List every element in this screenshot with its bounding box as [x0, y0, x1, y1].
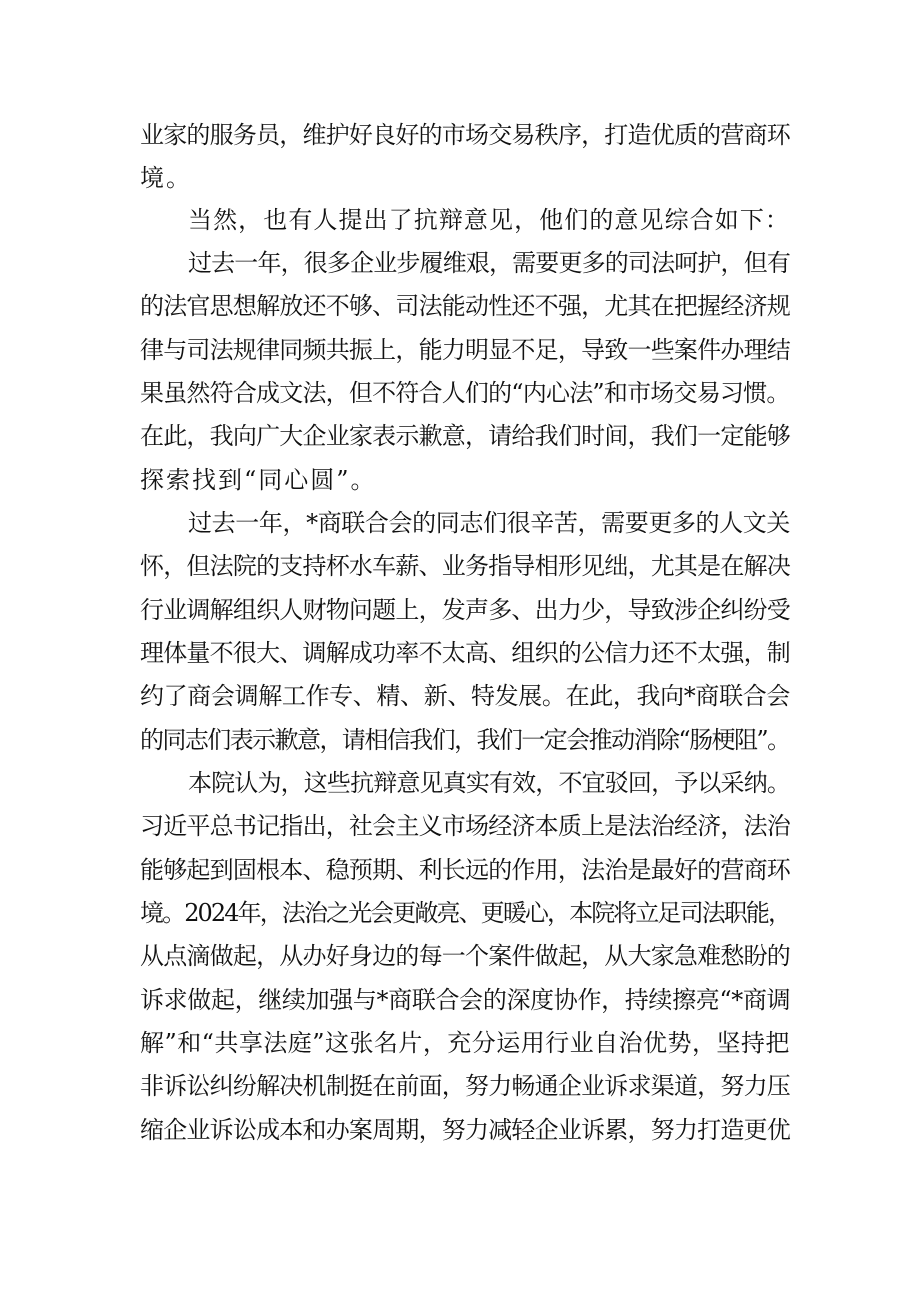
text-line: 怀，但法院的支持杯水车薪、业务指导相形见绌，尤其是在解决 — [140, 552, 790, 580]
text-line: 过去一年，*商联合会的同志们很辛苦，需要更多的人文关 — [188, 509, 790, 537]
text-line: 解”和“共享法庭”这张名片，充分运用行业自治优势，坚持把 — [140, 1029, 790, 1057]
text-line: 在此，我向广大企业家表示歉意，请给我们时间，我们一定能够 — [140, 422, 790, 450]
text-line: 缩企业诉讼成本和办案周期，努力减轻企业诉累，努力打造更优 — [140, 1116, 790, 1144]
text-line: 诉求做起，继续加强与*商联合会的深度协作，持续擦亮“*商调 — [140, 986, 791, 1014]
text-line: 业家的服务员，维护好良好的市场交易秩序，打造优质的营商环 — [140, 121, 790, 149]
text-line: 探索找到“同心圆”。 — [140, 466, 377, 494]
text-line: 能够起到固根本、稳预期、利长远的作用，法治是最好的营商环 — [140, 856, 790, 884]
text-line: 习近平总书记指出，社会主义市场经济本质上是法治经济，法治 — [140, 812, 790, 840]
text-line: 的同志们表示歉意，请相信我们，我们一定会推动消除“肠梗阻”。 — [140, 726, 790, 754]
text-line: 非诉讼纠纷解决机制挺在前面，努力畅通企业诉求渠道，努力压 — [140, 1072, 790, 1100]
text-line: 的法官思想解放还不够、司法能动性还不强，尤其在把握经济规 — [140, 292, 790, 320]
text-line: 约了商会调解工作专、精、新、特发展。在此，我向*商联合会 — [140, 682, 790, 710]
text-line: 过去一年，很多企业步履维艰，需要更多的司法呵护，但有 — [188, 249, 790, 277]
text-line: 从点滴做起，从办好身边的每一个案件做起，从大家急难愁盼的 — [140, 942, 790, 970]
text-line: 果虽然符合成文法，但不符合人们的“内心法”和市场交易习惯。 — [140, 379, 790, 407]
text-line: 境。 — [140, 164, 192, 192]
text-line: 本院认为，这些抗辩意见真实有效，不宜驳回，予以采纳。 — [188, 769, 790, 797]
text-line: 行业调解组织人财物问题上，发声多、出力少，导致涉企纠纷受 — [140, 596, 790, 624]
text-line: 当然，也有人提出了抗辩意见，他们的意见综合如下： — [188, 206, 790, 234]
text-line: 理体量不很大、调解成功率不太高、组织的公信力还不太强，制 — [140, 639, 790, 667]
text-line: 境。2024年，法治之光会更敞亮、更暖心，本院将立足司法职能， — [140, 899, 791, 927]
text-line: 律与司法规律同频共振上，能力明显不足，导致一些案件办理结 — [140, 336, 790, 364]
